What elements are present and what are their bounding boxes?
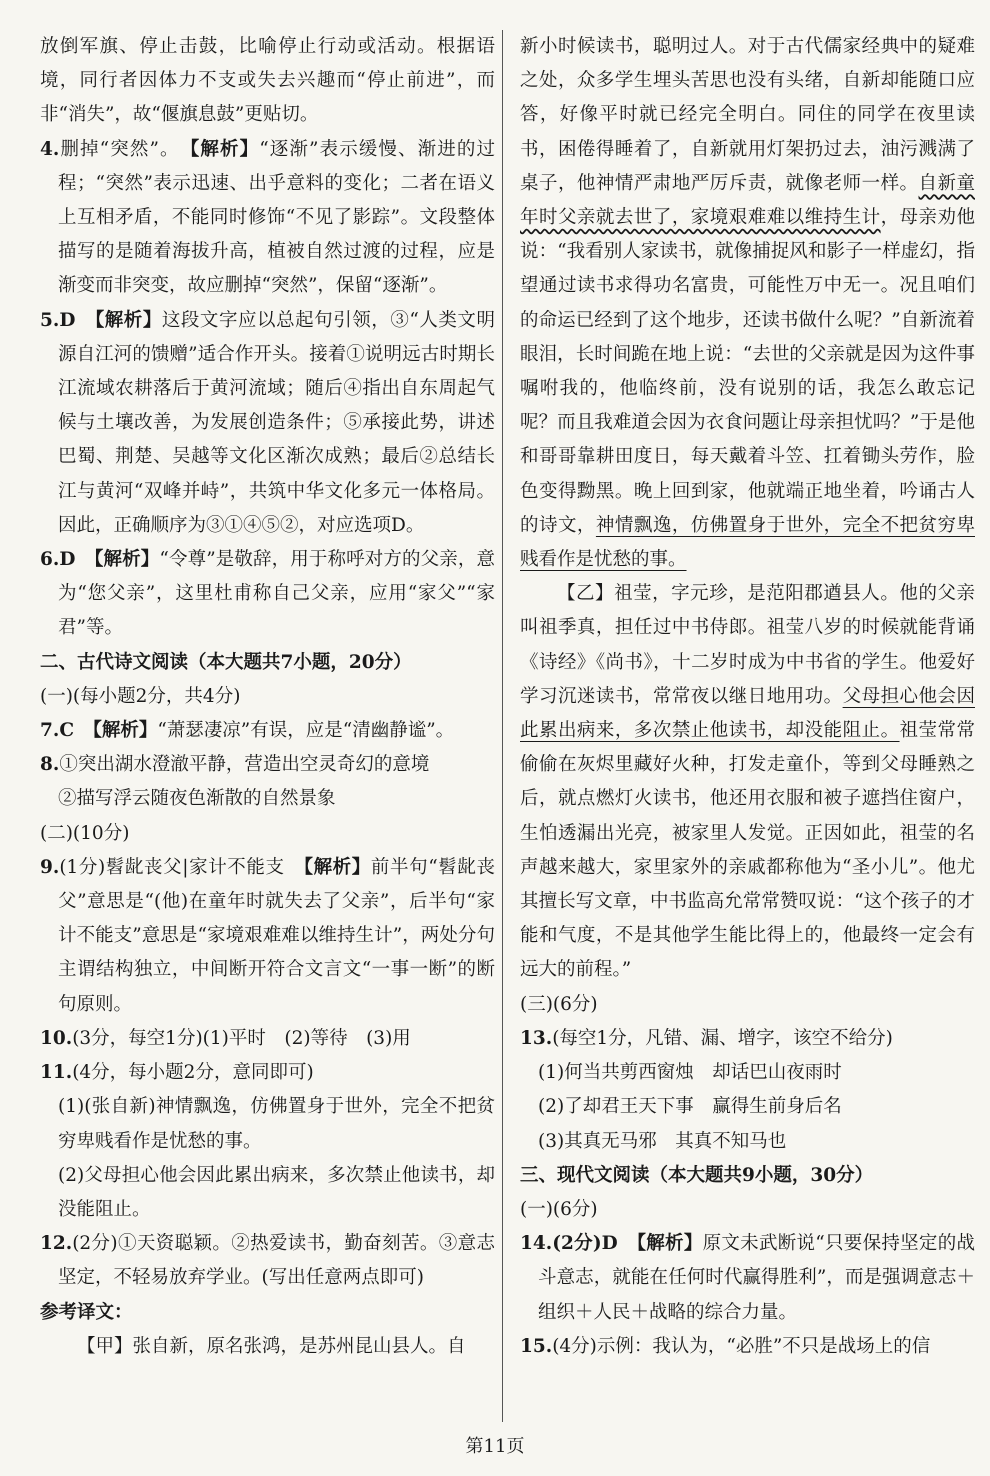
- translation-text: 祖莹常常偷偷在灰烬里藏好火种，打发走童仆，等到父母睡熟之后，就点燃灯火读书，他还用衣服和被子遮挡住窗户，生怕透漏出光亮，被家里人发觉。正因如此，祖莹的名声越来越大，家里家外的亲戚都称他为“圣小儿”。他尤其擅长写文章，中书监高允常常赞叹说：“这个孩子的才能和气度，不是其他学生能比得上的，他最终一定会有远大的前程。”: [520, 720, 975, 981]
- analysis-tag: 【解析】: [303, 856, 371, 878]
- part-heading-3: (三)(6分): [520, 993, 598, 1015]
- answer: 删掉“突然”。: [59, 138, 171, 160]
- analysis-tag: 【解析】: [94, 309, 162, 331]
- analysis-tag: 【解析】: [636, 1233, 703, 1255]
- part-heading-2: (二)(10分): [40, 822, 130, 844]
- question-number: 5.: [40, 309, 60, 331]
- answer: (4分，每小题2分，意同即可): [72, 1062, 314, 1084]
- underlined-text: 神情飘逸，仿佛置身于世外，完全不把贫穷卑贱看作是忧愁的事。: [520, 514, 975, 571]
- page-number: 第11页: [465, 1436, 525, 1457]
- answer: D: [59, 549, 76, 571]
- question-number: 15.: [520, 1335, 553, 1357]
- answer: (2分)D: [552, 1233, 618, 1255]
- question-number: 9.: [40, 856, 60, 878]
- question-number: 8.: [40, 754, 60, 776]
- question-4: [40, 133, 495, 304]
- question-12: [40, 1227, 495, 1295]
- translation-jia: [520, 30, 975, 577]
- question-number: 12.: [40, 1233, 73, 1255]
- translation-text: ，母亲劝他说：“我看别人家读书，就像捕捉风和影子一样虚幻，指望通过读书求得功名富贵，可能性万中无一。况且咱们的命运已经到了这个地步，还读书做什么呢？”自新流着眼泪，长时间跪在地上说：“去世的父亲就是因为这件事嘱咐我的，他临终前，没有说别的话，我怎么敢忘记呢？而且我难道会因为衣食问题让母亲担忧吗？”于是他和哥哥靠耕田度日，每天戴着斗笠、扛着锄头劳作，脸色变得黝黑。晚上回到家，他就端正地坐着，吟诵古人的诗文，: [520, 207, 975, 536]
- answer: D: [59, 309, 76, 331]
- question-11: [40, 1056, 495, 1090]
- question-13-answer-2: (2)了却君王天下事 赢得生前身后名: [538, 1096, 842, 1118]
- translation-text: 新小时候读书，聪明过人。对于古代儒家经典中的疑难之处，众多学生埋头苦思也没有头绪，自新却能随口应答，好像平时就已经完全明白。同住的同学在夜里读书，困倦得睡着了，自新就用灯架扔过去，油污溅满了桌子，他神情严肃地严厉斥责，就像老师一样。: [520, 36, 975, 194]
- translation-jia-start: 【甲】张自新，原名张鸿，是苏州昆山县人。自: [77, 1335, 466, 1357]
- section-heading-3: 三、现代文阅读（本大题共9小题，30分）: [520, 1164, 874, 1186]
- question-number: 14.: [520, 1233, 553, 1255]
- left-column: [40, 30, 495, 1364]
- analysis-tag: 【解析】: [92, 720, 158, 742]
- analysis-text: “逐渐”表示缓慢、渐进的过程；“突然”表示迅速、出乎意料的变化；二者在语义上互相矛盾，不能同时修饰“不见了影踪”。文段整体描写的是随着海拔升高，植被自然过渡的过程，应是渐变而非突变，故应删掉“突然”，保留“逐渐”。: [58, 138, 495, 297]
- column-divider: [502, 30, 503, 1422]
- question-11-answer-2: (2)父母担心他会因此累出病来，多次禁止他读书，却没能阻止。: [58, 1164, 495, 1220]
- question-5: [40, 304, 495, 543]
- question-9: [40, 851, 495, 1022]
- underlined-text: 父母担心他会因此累出病来，多次禁止他读书，却没能阻止。: [520, 685, 975, 742]
- translation-yi: [520, 577, 975, 987]
- answer: (2分)①天资聪颖。②热爱读书，勤奋刻苦。③意志坚定，不轻易放弃学业。(写出任意两点即可): [58, 1233, 495, 1289]
- analysis-text: 原文未武断说“只要保持坚定的战斗意志，就能在任何时代赢得胜利”，而是强调意志＋组织＋人民＋战略的综合力量。: [538, 1233, 975, 1323]
- analysis-text: 这段文字应以总起句引领，③“人类文明源自江河的馈赠”适合作开头。接着①说明远古时期长江流域农耕落后于黄河流域；随后④指出自东周起气候与土壤改善，为发展创造条件；⑤承接此势，讲述巴蜀、荆楚、吴越等文化区渐次成熟；最后②总结长江与黄河“双峰并峙”，共筑中华文化多元一体格局。因此，正确顺序为③①④⑤②，对应选项D。: [58, 309, 495, 536]
- analysis-text: 前半句“髫龀丧父”意思是“(他)在童年时就失去了父亲”，后半句“家计不能支”意思是“家境艰难难以维持生计”，两处分句主谓结构独立，中间断开符合文言文“一事一断”的断句原则。: [58, 856, 495, 1015]
- question-11-answer-1: (1)(张自新)神情飘逸，仿佛置身于世外，完全不把贫穷卑贱看作是忧愁的事。: [58, 1096, 495, 1152]
- analysis-text: “萧瑟凄凉”有误，应是“清幽静谧”。: [157, 720, 455, 742]
- wavy-underlined-text: 自新童年时父亲就去世了，家境艰难难以维持生计: [520, 172, 975, 229]
- question-8: [40, 748, 495, 782]
- answer: (每空1分，凡错、漏、增字，该空不给分): [552, 1027, 893, 1049]
- answer: C: [59, 720, 75, 742]
- question-8-answer-2: ②描写浮云随夜色渐散的自然景象: [58, 788, 336, 810]
- question-6: [40, 543, 495, 646]
- question-7: [40, 714, 495, 748]
- answer: (3分，每空1分)(1)平时 (2)等待 (3)用: [72, 1027, 411, 1049]
- part-heading-4: (一)(6分): [520, 1198, 598, 1220]
- question-15: [520, 1330, 975, 1364]
- question-13-answer-3: (3)其真无马邪 其真不知马也: [538, 1130, 787, 1152]
- question-10: [40, 1022, 495, 1056]
- analysis-tag: 【解析】: [190, 138, 260, 160]
- translation-text: 【乙】祖莹，字元珍，是范阳郡遒县人。他的父亲叫祖季真，担任过中书侍郎。祖莹八岁的时候就能背诵《诗经》《尚书》，十二岁时成为中书省的学生。他爱好学习沉迷读书，常常夜以继日地用功。: [520, 583, 975, 707]
- analysis-text: “令尊”是敬辞，用于称呼对方的父亲，意为“您父亲”，这里杜甫称自己父亲，应用“家父”“家君”等。: [58, 549, 495, 639]
- question-13: [520, 1022, 975, 1056]
- question-14: [520, 1227, 975, 1330]
- question-number: 13.: [520, 1027, 553, 1049]
- question-number: 7.: [40, 720, 60, 742]
- continued-paragraph: 放倒军旗、停止击鼓，比喻停止行动或活动。根据语境，同行者因体力不支或失去兴趣而“停止前进”，而非“消失”，故“偃旗息鼓”更贴切。: [40, 36, 495, 126]
- question-number: 4.: [40, 138, 60, 160]
- analysis-tag: 【解析】: [94, 549, 160, 571]
- right-column: [520, 30, 975, 1364]
- question-number: 10.: [40, 1027, 73, 1049]
- question-13-answer-1: (1)何当共剪西窗烛 却话巴山夜雨时: [538, 1062, 842, 1084]
- answer: (4分)示例：我认为，“必胜”不只是战场上的信: [552, 1335, 931, 1357]
- answer: (1分)髫龀丧父|家计不能支: [59, 856, 285, 878]
- question-number: 11.: [40, 1062, 73, 1084]
- question-number: 6.: [40, 549, 60, 571]
- section-heading-2: 二、古代诗文阅读（本大题共7小题，20分）: [40, 651, 412, 673]
- reference-translation-heading: 参考译文：: [40, 1301, 133, 1323]
- part-heading-1: (一)(每小题2分，共4分): [40, 685, 241, 707]
- answer-1: ①突出湖水澄澈平静，营造出空灵奇幻的意境: [59, 754, 430, 776]
